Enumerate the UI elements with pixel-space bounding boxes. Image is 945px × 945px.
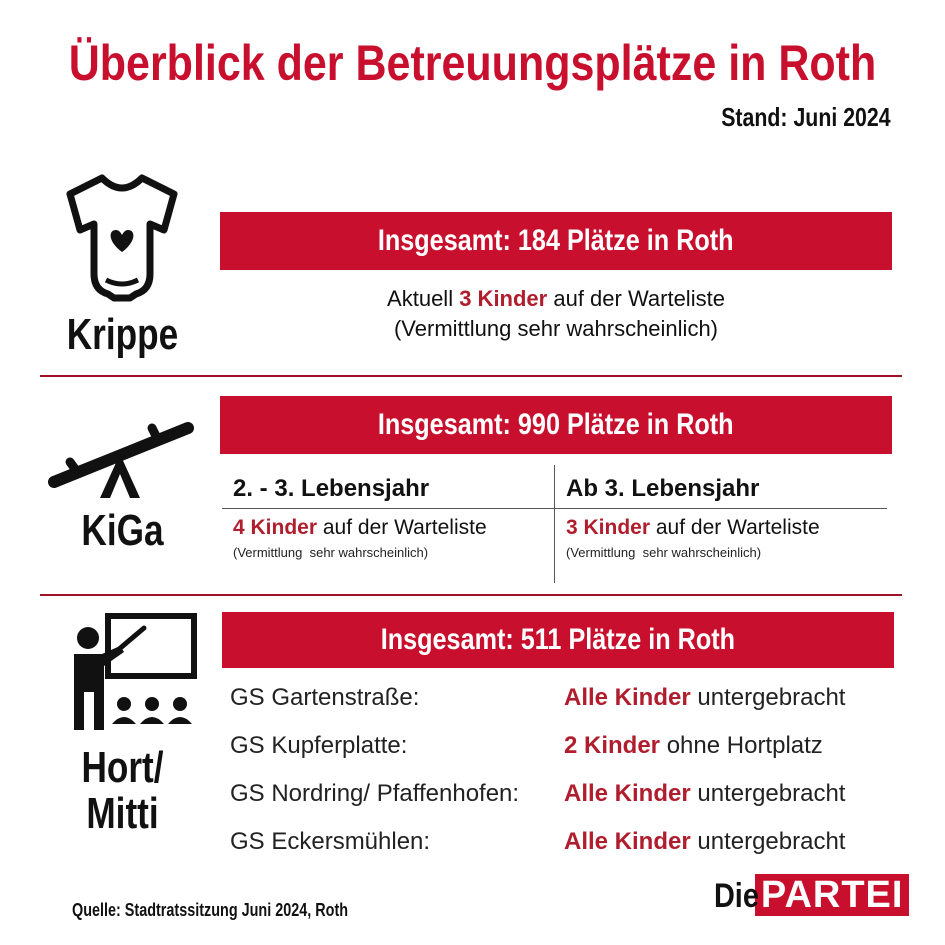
krippe-waitlist [220, 284, 892, 344]
hort-row-school: GS Kupferplatte: [230, 732, 408, 759]
kiga-col1-count: 4 Kinder [233, 516, 318, 539]
hort-row-count: Alle Kinder [564, 684, 691, 711]
kiga-col1-header: 2. - 3. Lebensjahr [233, 475, 430, 502]
kiga-col1-note: (Vermittlung sehr wahrscheinlich) [233, 545, 429, 560]
hort-label-line1: Hort/ [81, 743, 164, 792]
kiga-col1-post: auf der Warteliste [317, 516, 487, 539]
kiga-col1-waitlist [233, 516, 487, 540]
logo-partei-text: PARTEI [755, 874, 910, 916]
date-stamp: Stand: Juni 2024 [721, 102, 891, 132]
hort-row-post: ohne Hortplatz [660, 732, 823, 759]
hort-row-school: GS Eckersmühlen: [230, 828, 431, 855]
hort-row-status [564, 684, 845, 712]
source-note: Quelle: Stadtratssitzung Juni 2024, Roth [72, 900, 349, 920]
krippe-waitlist-post: auf der Warteliste [547, 286, 725, 311]
krippe-waitlist-pre: Aktuell [387, 286, 460, 311]
kiga-col2-note: (Vermittlung sehr wahrscheinlich) [566, 545, 762, 560]
krippe-label: Krippe [66, 310, 179, 359]
logo-die-text: Die [713, 877, 759, 915]
hort-row-school: GS Gartenstraße: [230, 684, 420, 711]
kiga-col2-waitlist [566, 516, 820, 540]
section-divider [40, 594, 902, 596]
hort-row-status [564, 732, 823, 760]
kiga-total-banner [220, 396, 892, 454]
party-logo [706, 874, 909, 916]
hort-label-line2: Mitti [86, 789, 159, 839]
krippe-total-banner [220, 212, 892, 270]
baby-bodysuit-icon [62, 172, 182, 304]
kiga-label: KiGa [81, 506, 164, 555]
krippe-waitlist-count: 3 Kinder [459, 286, 548, 311]
kiga-table-vline [554, 465, 555, 583]
section-divider [40, 375, 902, 377]
hort-row-count: 2 Kinder [564, 732, 661, 759]
hort-row-status [564, 828, 845, 856]
hort-row-post: untergebracht [690, 780, 846, 807]
hort-row-count: Alle Kinder [564, 780, 691, 807]
kiga-total-text: Insgesamt: 990 Plätze in Roth [378, 408, 734, 441]
seesaw-icon [48, 418, 194, 500]
krippe-waitlist-note: (Vermittlung sehr wahrscheinlich) [393, 316, 719, 341]
hort-total-text: Insgesamt: 511 Plätze in Roth [380, 623, 736, 656]
hort-row-count: Alle Kinder [564, 828, 691, 855]
kiga-col2-post: auf der Warteliste [650, 516, 820, 539]
hort-row-post: untergebracht [690, 684, 846, 711]
teacher-board-icon [62, 612, 198, 732]
kiga-col2-header: Ab 3. Lebensjahr [566, 475, 760, 502]
krippe-total-text: Insgesamt: 184 Plätze in Roth [378, 224, 734, 257]
hort-row-school: GS Nordring/ Pfaffenhofen: [230, 780, 520, 807]
kiga-col2-count: 3 Kinder [566, 516, 651, 539]
hort-total-banner [222, 612, 894, 668]
hort-row-post: untergebracht [690, 828, 846, 855]
hort-row-status [564, 780, 845, 808]
page-title: Überblick der Betreuungsplätze in Roth [68, 35, 877, 91]
hort-label [57, 745, 189, 837]
